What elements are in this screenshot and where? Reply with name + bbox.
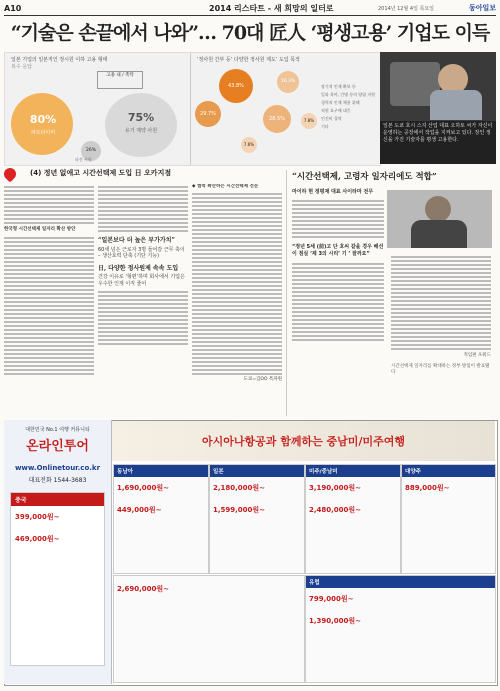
bubble-4: 16.3% [277, 71, 299, 93]
ad-cell-a: 2,690,000원~ [113, 575, 305, 683]
fixed-term-label: 유기 계약 사원 [124, 128, 158, 134]
fixed-term-circle [105, 93, 177, 157]
interview-quote: “정년 5세 (前)고 단 호씨 같을 경우 배선이 점실 ‘제 3의 시리’ 기 ’ 잘까요” [292, 244, 384, 257]
contract-box: 고용 내 / 촉탁 [97, 71, 143, 89]
section-sub-2: ◆ 협력 확산하는 시간선택제 전문 [192, 184, 259, 189]
bubble-1: 43.8% [219, 69, 253, 103]
bubble-6: 7.6% [241, 137, 257, 153]
ad-china-panel: 중국 399,000원~ 469,000원~ [10, 492, 105, 666]
heart-icon [2, 166, 19, 183]
reporter: 도쿄=김OO 특파원 [243, 376, 282, 382]
bubble-legend: 장기적 인재 확보 등 일과 육아, 간병 등의 양립 지원 경력직 인재 채용 위해 직원 요구에 대응 인건비 절약 기타 [321, 84, 375, 129]
infographic [4, 52, 381, 166]
article-col-2 [98, 184, 188, 416]
ad-banner [112, 421, 495, 461]
article-title: (4) 정년 없애고 시간선택제 도입 日 오카지점 [30, 169, 172, 177]
interview-text-1 [292, 198, 384, 343]
ad-cell-americas: 미주/중남미 3,190,000원~ 2,480,000원~ [305, 464, 401, 574]
ad-brand-sub: 대한민국 No.1 여행 커뮤니티 [25, 427, 90, 433]
dispatch-label: 파견 사원 [75, 157, 92, 162]
fixed-term-pct: 75% [127, 111, 155, 124]
ad-phone: 대표전화 1544-3683 [28, 477, 87, 484]
issue-date: 2014년 12월 4일 목요일 [377, 6, 434, 12]
bubble-3: 28.5% [263, 105, 291, 133]
page-header [4, 2, 496, 16]
right-chart-title: ‘정사원 간부 등’ 다양한 정사원 제도’ 도입 목적 [197, 57, 300, 63]
ad-banner-text: 아시아나항공과 함께하는 중남미/미주여행 [202, 435, 405, 448]
page-number: A10 [4, 4, 22, 13]
ad-url[interactable]: www.Onlinetour.co.kr [14, 464, 101, 472]
part-timer-pct: 80% [29, 113, 57, 126]
newspaper-logo: 동아일보 [468, 4, 496, 12]
headline: “기술은 손끝에서 나와”… 70대 匠人 ‘평생고용’ 기업도 이득 [10, 22, 490, 44]
left-chart-title: 일본 기업의 일본직인 정시원 이하 고용 형태 [11, 57, 108, 63]
ad-brand-panel [4, 420, 112, 684]
interview-text-2: 적임편 포워드 시간선택제 일자리를 확대하는 정부 방침이 발표됐다 [391, 254, 491, 377]
section-title: 2014 리스타트 - 새 희망의 일터로 [209, 4, 334, 13]
pull-quote-1: “일본보다 더 높은 부가가치” [98, 237, 175, 244]
pull-quote-2-sub: 건강 이유로 ‘형편’하며 회사에서 기업은 우수한 인재 이직 줄어 [98, 274, 185, 287]
dispatch-circle: 26% [81, 141, 101, 161]
bubble-5: 7.8% [301, 113, 317, 129]
interview-box [286, 170, 496, 416]
ad-cell-oceania: 대양주 889,000원~ [401, 464, 496, 574]
pull-quote-1-sub: 60세 넘은 근로자 3명 들어갈 근무 축이 – 생산효력 단축 (기단 기능) [98, 246, 185, 259]
interview-title: “시간선택제, 고령자 일자리에도 적합” [292, 172, 437, 182]
ad-cell-sea: 동남아 1,690,000원~ 449,000원~ [113, 464, 209, 574]
ad-cell-japan: 일본 2,180,000원~ 1,599,000원~ [209, 464, 305, 574]
article-col-3 [192, 184, 282, 416]
article-col-1 [4, 184, 94, 416]
interview-speaker: 마이하 현 정평재 대표 사이타마 전무 [292, 189, 374, 195]
left-chart-sub: 복수 응답 [11, 64, 32, 70]
photo-caption: 일본 도쿄 호시 스지 산업 대표 오하토 씨가 자신이 운영하는 공장에서 작업을 지켜보고 있다. 장인 정신을 가진 기술자를 평생 고용한다. [380, 121, 496, 164]
bubble-2: 29.7% [195, 101, 221, 127]
part-timer-label: 파트타이머 [30, 130, 56, 136]
pull-quote-2: 日, 다양한 정사원제 속속 도입 [98, 264, 179, 272]
ad-cell-europe: 유럽 799,000원~ 1,390,000원~ [305, 575, 496, 683]
interview-photo [387, 190, 492, 248]
ad-brand: 온라인투어 [26, 439, 89, 454]
section-sub-1: 한국형 시간선택제 일자리 확산 방안 [4, 227, 76, 232]
